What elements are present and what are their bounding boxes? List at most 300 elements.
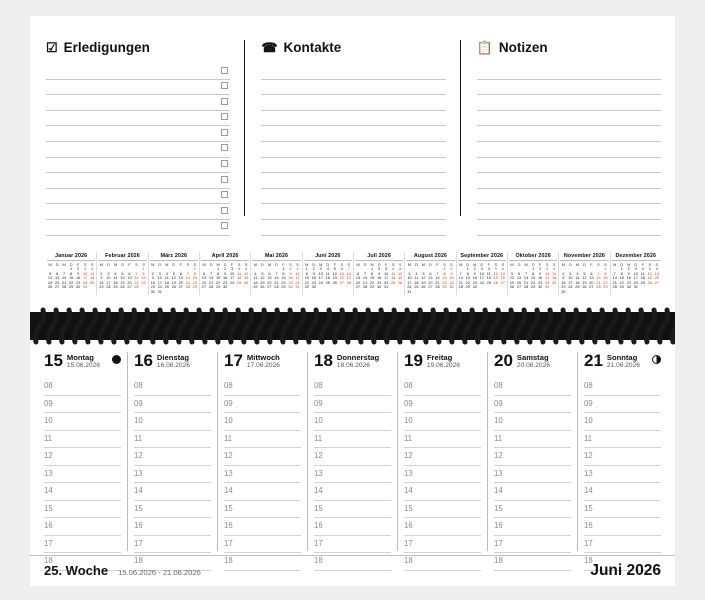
month-mini-day[interactable]: 14 — [612, 275, 617, 281]
month-mini-day[interactable]: 11 — [486, 270, 491, 276]
hour-slot[interactable]: 11 — [224, 431, 301, 449]
write-line[interactable] — [477, 126, 661, 142]
write-line[interactable] — [261, 126, 445, 142]
month-mini-day[interactable]: 20 — [654, 275, 659, 281]
month-mini-day[interactable]: 28 — [458, 284, 463, 290]
month-mini-day[interactable]: 31 — [544, 284, 550, 290]
month-mini-day[interactable]: 8 — [217, 270, 220, 276]
write-line[interactable] — [477, 64, 661, 80]
hour-slot[interactable]: 18 — [314, 553, 391, 571]
write-line[interactable] — [477, 95, 661, 111]
month-mini-day[interactable]: 14 — [208, 275, 214, 281]
hour-slot[interactable]: 16 — [404, 518, 481, 536]
month-mini-day[interactable]: 4 — [641, 266, 644, 271]
month-mini-day[interactable]: 13 — [516, 275, 522, 281]
write-line[interactable] — [477, 189, 661, 205]
month-mini-day[interactable] — [339, 285, 345, 290]
month-mini-day[interactable]: 4 — [553, 266, 556, 271]
month-mini-day[interactable]: 19 — [171, 279, 176, 285]
month-mini-day[interactable]: 20 — [589, 279, 594, 285]
month-mini-day[interactable]: 18 — [575, 279, 580, 285]
hour-slot[interactable]: 10 — [134, 413, 211, 431]
month-mini-day[interactable]: 4 — [576, 270, 579, 276]
month-mini-day[interactable] — [420, 290, 426, 295]
month-mini-day[interactable]: 12 — [120, 275, 125, 281]
month-mini-day[interactable]: 29 — [281, 284, 286, 290]
month-mini-day[interactable]: 11 — [325, 270, 330, 276]
month-mini-day[interactable]: 7 — [613, 270, 616, 276]
hour-slot[interactable]: 16 — [494, 518, 571, 536]
month-mini-day[interactable] — [229, 285, 235, 290]
month-mini-day[interactable]: 22 — [192, 279, 197, 285]
month-mini-day[interactable]: 28 — [134, 284, 139, 290]
month-mini-day[interactable]: 7 — [186, 270, 189, 276]
todo-checkbox[interactable] — [221, 113, 228, 120]
month-mini-day[interactable]: 28 — [435, 284, 440, 290]
month-mini-day[interactable] — [427, 290, 433, 295]
month-mini-day[interactable]: 29 — [304, 284, 309, 290]
month-mini-day[interactable]: 24 — [568, 284, 573, 290]
month-mini-day[interactable]: 31 — [383, 284, 389, 290]
hour-slot[interactable]: 10 — [494, 413, 571, 431]
month-mini-day[interactable]: 29 — [369, 284, 375, 290]
hour-slot[interactable]: 10 — [44, 413, 121, 431]
month-mini-day[interactable]: 27 — [201, 284, 207, 290]
write-line[interactable] — [261, 220, 445, 236]
month-mini-day[interactable]: 5 — [245, 266, 248, 271]
month-mini-day[interactable]: 11 — [391, 270, 396, 276]
hour-slot[interactable]: 18 — [44, 553, 121, 571]
month-mini-day[interactable]: 14 — [346, 270, 351, 276]
month-mini-day[interactable]: 9 — [627, 270, 630, 276]
month-mini-day[interactable]: 22 — [603, 279, 608, 285]
month-mini-day[interactable]: 3 — [408, 270, 411, 276]
hour-slot[interactable]: 11 — [134, 431, 211, 449]
month-mini-day[interactable] — [236, 285, 242, 290]
month-mini-day[interactable]: 17 — [544, 275, 550, 281]
month-mini-day[interactable]: 19 — [647, 275, 652, 281]
month-mini-day[interactable]: 10 — [295, 270, 300, 276]
todo-checkbox[interactable] — [221, 160, 228, 167]
month-mini-day[interactable]: 6 — [590, 270, 593, 276]
month-mini-day[interactable]: 22 — [281, 279, 286, 285]
hour-slot[interactable]: 14 — [224, 483, 301, 501]
month-mini-day[interactable]: 29 — [192, 284, 197, 290]
month-mini-day[interactable]: 22 — [68, 279, 74, 285]
write-line[interactable] — [261, 142, 445, 158]
month-mini-day[interactable]: 2 — [151, 270, 154, 276]
day-column[interactable] — [38, 351, 127, 565]
month-mini-day[interactable]: 14 — [61, 275, 67, 281]
month-mini-day[interactable]: 13 — [428, 275, 433, 281]
month-mini-day[interactable]: 5 — [121, 270, 124, 276]
month-mini-day[interactable]: 17 — [229, 275, 235, 281]
month-mini-day[interactable]: 26 — [47, 284, 53, 290]
month-mini-day[interactable]: 18 — [486, 275, 491, 281]
month-mini-day[interactable] — [413, 290, 419, 295]
month-mini-day[interactable]: 23 — [150, 284, 155, 290]
month-mini-day[interactable]: 14 — [435, 275, 440, 281]
day-column[interactable] — [487, 351, 577, 565]
month-mini-day[interactable] — [140, 285, 146, 290]
month-mini-day[interactable]: 8 — [466, 270, 469, 276]
write-line[interactable] — [477, 111, 661, 127]
month-mini-day[interactable]: 13 — [201, 275, 207, 281]
hour-slot[interactable]: 09 — [404, 396, 481, 414]
month-mini-day[interactable] — [390, 285, 396, 290]
month-mini-day[interactable] — [479, 285, 485, 290]
month-mini-day[interactable]: 29 — [530, 284, 536, 290]
hour-slot[interactable]: 09 — [224, 396, 301, 414]
month-mini-day[interactable] — [434, 290, 440, 295]
month-mini-day[interactable]: 13 — [127, 275, 132, 281]
hour-slot[interactable]: 17 — [314, 536, 391, 554]
month-mini-day[interactable]: 22 — [369, 279, 375, 285]
hour-slot[interactable]: 12 — [224, 448, 301, 466]
hour-slot[interactable]: 18 — [134, 553, 211, 571]
hour-slot[interactable]: 10 — [404, 413, 481, 431]
hour-slot[interactable]: 12 — [584, 448, 661, 466]
month-mini-day[interactable] — [602, 290, 608, 295]
month-mini-day[interactable]: 9 — [77, 270, 80, 276]
month-mini-day[interactable]: 7 — [363, 270, 367, 276]
month-mini-day[interactable]: 18 — [113, 279, 118, 285]
month-mini-day[interactable]: 25 — [551, 279, 557, 285]
write-line[interactable] — [46, 95, 230, 111]
month-mini-day[interactable] — [171, 290, 177, 295]
month-mini-day[interactable]: 30 — [472, 284, 477, 290]
month-mini-day[interactable]: 17 — [295, 275, 300, 281]
month-mini-day[interactable]: 28 — [362, 284, 368, 290]
month-mini-day[interactable]: 30 — [376, 284, 382, 290]
month-mini-day[interactable]: 4 — [415, 270, 418, 276]
month-mini-day[interactable]: 25 — [640, 279, 645, 285]
write-line[interactable] — [261, 64, 445, 80]
month-mini-day[interactable]: 12 — [397, 270, 403, 276]
month-mini-day[interactable]: 5 — [172, 270, 175, 276]
month-mini-day[interactable]: 14 — [523, 275, 529, 281]
write-line[interactable] — [46, 64, 230, 80]
hour-slot[interactable]: 17 — [404, 536, 481, 554]
month-mini-day[interactable]: 17 — [83, 275, 88, 281]
month-mini-day[interactable]: 11 — [575, 275, 580, 281]
month-mini-day[interactable]: 13 — [54, 275, 60, 281]
todo-checkbox[interactable] — [221, 82, 228, 89]
month-mini-day[interactable]: 8 — [70, 270, 73, 276]
month-mini-day[interactable]: 24 — [83, 279, 88, 285]
month-mini-day[interactable]: 1 — [443, 266, 446, 271]
hour-slot[interactable]: 09 — [44, 396, 121, 414]
hour-slot[interactable]: 13 — [494, 466, 571, 484]
month-mini-day[interactable]: 2 — [289, 266, 292, 271]
month-mini-day[interactable]: 31 — [633, 284, 638, 290]
month-mini-day[interactable]: 1 — [532, 266, 535, 271]
month-mini-day[interactable]: 26 — [244, 279, 249, 285]
month-mini-day[interactable]: 18 — [414, 279, 419, 285]
month-mini-day[interactable]: 7 — [275, 270, 278, 276]
month-mini-day[interactable]: 9 — [562, 275, 565, 281]
month-mini-day[interactable]: 21 — [523, 279, 529, 285]
write-line[interactable] — [477, 220, 661, 236]
month-mini-day[interactable]: 23 — [537, 279, 543, 285]
month-mini-day[interactable]: 26 — [260, 284, 265, 290]
month-mini-day[interactable]: 18 — [325, 275, 330, 281]
month-mini-day[interactable]: 4 — [254, 270, 257, 276]
hour-slot[interactable]: 09 — [494, 396, 571, 414]
hour-slot[interactable]: 13 — [134, 466, 211, 484]
month-mini-day[interactable] — [567, 290, 573, 295]
month-mini-day[interactable]: 30 — [537, 284, 543, 290]
month-mini-day[interactable]: 6 — [179, 270, 182, 276]
month-mini-day[interactable]: 19 — [509, 279, 515, 285]
hour-slot[interactable]: 16 — [44, 518, 121, 536]
hour-slot[interactable]: 17 — [134, 536, 211, 554]
month-mini-day[interactable]: 24 — [106, 284, 111, 290]
month-mini-day[interactable] — [318, 285, 324, 290]
month-mini-day[interactable]: 16 — [472, 275, 477, 281]
month-mini-day[interactable]: 6 — [501, 266, 504, 271]
month-mini-day[interactable]: 13 — [355, 275, 361, 281]
month-mini-day[interactable]: 13 — [178, 275, 183, 281]
month-mini-day[interactable]: 29 — [603, 284, 608, 290]
month-mini-day[interactable]: 24 — [633, 279, 638, 285]
hour-slot[interactable]: 10 — [584, 413, 661, 431]
hour-slot[interactable]: 11 — [314, 431, 391, 449]
month-mini-day[interactable]: 16 — [561, 279, 566, 285]
month-mini-day[interactable]: 21 — [61, 279, 67, 285]
todo-checkbox[interactable] — [221, 222, 228, 229]
hour-slot[interactable]: 11 — [584, 431, 661, 449]
hour-slot[interactable]: 08 — [584, 378, 661, 396]
month-mini-day[interactable]: 25 — [253, 284, 258, 290]
month-mini-day[interactable]: 10 — [544, 270, 550, 276]
month-mini-day[interactable]: 1 — [142, 266, 145, 271]
month-mini-day[interactable]: 22 — [141, 279, 146, 285]
hour-slot[interactable]: 12 — [44, 448, 121, 466]
hour-slot[interactable]: 17 — [494, 536, 571, 554]
month-mini-day[interactable]: 28 — [523, 284, 529, 290]
month-mini-day[interactable]: 27 — [500, 279, 505, 285]
month-mini-day[interactable] — [647, 285, 653, 290]
hour-slot[interactable]: 09 — [314, 396, 391, 414]
write-line[interactable] — [46, 126, 230, 142]
month-mini-day[interactable] — [397, 285, 403, 290]
month-mini-day[interactable]: 20 — [428, 279, 433, 285]
month-mini-day[interactable]: 1 — [371, 266, 374, 271]
month-mini-day[interactable]: 19 — [260, 279, 265, 285]
write-line[interactable] — [46, 111, 230, 127]
month-mini-day[interactable]: 2 — [450, 266, 453, 271]
month-mini-day[interactable]: 4 — [91, 266, 94, 271]
month-mini-day[interactable]: 3 — [158, 270, 161, 276]
month-mini-day[interactable]: 15 — [369, 275, 375, 281]
month-mini-day[interactable]: 5 — [494, 266, 497, 271]
month-mini-day[interactable]: 21 — [362, 279, 368, 285]
month-mini-day[interactable]: 18 — [164, 279, 169, 285]
month-mini-day[interactable]: 28 — [61, 284, 67, 290]
hour-slot[interactable]: 13 — [314, 466, 391, 484]
month-mini-day[interactable]: 17 — [407, 279, 412, 285]
month-mini-day[interactable]: 9 — [473, 270, 476, 276]
month-mini-day[interactable]: 26 — [421, 284, 426, 290]
month-mini-day[interactable]: 12 — [244, 270, 249, 276]
month-mini-day[interactable]: 24 — [318, 279, 323, 285]
month-mini-day[interactable]: 17 — [479, 275, 484, 281]
month-mini-day[interactable]: 22 — [442, 279, 447, 285]
month-mini-day[interactable]: 2 — [77, 266, 80, 271]
month-mini-day[interactable]: 5 — [333, 266, 336, 271]
month-mini-day[interactable]: 5 — [510, 270, 514, 276]
month-mini-day[interactable]: 12 — [47, 275, 53, 281]
month-mini-day[interactable]: 15 — [281, 275, 286, 281]
month-mini-day[interactable]: 5 — [422, 270, 425, 276]
month-mini-day[interactable]: 16 — [288, 275, 293, 281]
month-mini-day[interactable]: 20 — [339, 275, 344, 281]
day-column[interactable] — [217, 351, 307, 565]
month-mini-day[interactable]: 30 — [288, 284, 293, 290]
month-mini-day[interactable]: 22 — [619, 279, 624, 285]
hour-slot[interactable]: 15 — [44, 501, 121, 519]
month-mini-day[interactable] — [89, 285, 95, 290]
month-mini-day[interactable]: 19 — [244, 275, 249, 281]
month-mini-day[interactable]: 6 — [655, 266, 658, 271]
month-mini-day[interactable]: 29 — [619, 284, 624, 290]
month-mini-day[interactable]: 24 — [229, 279, 235, 285]
month-mini-day[interactable]: 6 — [268, 270, 271, 276]
month-mini-day[interactable]: 15 — [619, 275, 624, 281]
hour-slot[interactable]: 08 — [44, 378, 121, 396]
month-mini-day[interactable]: 27 — [516, 284, 522, 290]
month-mini-day[interactable]: 31 — [407, 288, 412, 294]
month-mini-day[interactable]: 24 — [295, 279, 300, 285]
hour-slot[interactable]: 18 — [404, 553, 481, 571]
month-mini-day[interactable]: 14 — [596, 275, 601, 281]
hour-slot[interactable]: 17 — [224, 536, 301, 554]
month-mini-day[interactable]: 17 — [318, 275, 323, 281]
write-line[interactable] — [261, 189, 445, 205]
hour-slot[interactable]: 14 — [134, 483, 211, 501]
month-mini-day[interactable]: 3 — [84, 266, 87, 271]
month-mini-day[interactable]: 18 — [640, 275, 645, 281]
todo-checkbox[interactable] — [221, 176, 228, 183]
month-mini-day[interactable]: 26 — [171, 284, 176, 290]
write-line[interactable] — [477, 173, 661, 189]
month-mini-day[interactable]: 4 — [238, 266, 241, 271]
hour-slot[interactable]: 13 — [584, 466, 661, 484]
month-mini-day[interactable]: 3 — [296, 266, 299, 271]
month-mini-day[interactable]: 26 — [397, 279, 403, 285]
month-mini-day[interactable]: 30 — [222, 284, 228, 290]
month-mini-day[interactable]: 11 — [164, 275, 169, 281]
month-mini-day[interactable] — [178, 290, 184, 295]
hour-slot[interactable]: 16 — [584, 518, 661, 536]
month-mini-day[interactable]: 19 — [421, 279, 426, 285]
month-mini-day[interactable]: 29 — [215, 284, 221, 290]
write-line[interactable] — [46, 173, 230, 189]
month-mini-day[interactable]: 12 — [509, 275, 515, 281]
month-mini-day[interactable] — [346, 285, 352, 290]
month-mini-day[interactable]: 7 — [459, 270, 462, 276]
month-mini-day[interactable]: 9 — [450, 270, 453, 276]
month-mini-day[interactable] — [588, 290, 594, 295]
month-mini-day[interactable]: 12 — [421, 275, 426, 281]
month-mini-day[interactable]: 2 — [224, 266, 227, 271]
month-mini-day[interactable]: 28 — [208, 284, 214, 290]
month-mini-day[interactable]: 25 — [486, 279, 491, 285]
month-mini-day[interactable]: 23 — [311, 279, 316, 285]
month-mini-day[interactable]: 3 — [634, 266, 637, 271]
month-mini-day[interactable] — [640, 285, 646, 290]
month-mini-day[interactable]: 10 — [407, 275, 412, 281]
month-mini-day[interactable]: 8 — [282, 270, 285, 276]
hour-slot[interactable]: 11 — [44, 431, 121, 449]
month-mini-day[interactable]: 10 — [479, 270, 484, 276]
month-mini-day[interactable]: 15 — [68, 275, 74, 281]
month-mini-day[interactable]: 12 — [647, 270, 652, 276]
month-mini-day[interactable]: 2 — [100, 270, 103, 276]
month-mini-day[interactable]: 16 — [222, 275, 228, 281]
month-mini-day[interactable]: 30 — [449, 284, 454, 290]
hour-slot[interactable]: 11 — [404, 431, 481, 449]
month-mini-day[interactable]: 11 — [113, 275, 118, 281]
month-mini-day[interactable]: 21 — [208, 279, 214, 285]
month-mini-day[interactable]: 1 — [604, 266, 607, 271]
month-mini-day[interactable]: 10 — [106, 275, 111, 281]
month-mini-day[interactable]: 28 — [612, 284, 617, 290]
month-mini-day[interactable]: 12 — [260, 275, 265, 281]
month-mini-day[interactable]: 29 — [442, 284, 447, 290]
month-mini-day[interactable]: 18 — [390, 275, 396, 281]
month-mini-day[interactable]: 3 — [569, 270, 572, 276]
month-mini-day[interactable]: 17 — [383, 275, 389, 281]
month-mini-day[interactable]: 15 — [465, 275, 470, 281]
month-mini-day[interactable]: 31 — [83, 284, 88, 290]
month-mini-day[interactable]: 27 — [178, 284, 183, 290]
day-column[interactable] — [577, 351, 667, 565]
month-mini-day[interactable]: 23 — [472, 279, 477, 285]
month-mini-day[interactable]: 10 — [568, 275, 573, 281]
month-mini-day[interactable]: 6 — [56, 270, 59, 276]
month-mini-day[interactable]: 1 — [70, 266, 73, 271]
hour-slot[interactable]: 16 — [224, 518, 301, 536]
hour-slot[interactable]: 09 — [134, 396, 211, 414]
month-mini-day[interactable]: 27 — [339, 279, 344, 285]
month-mini-day[interactable]: 21 — [185, 279, 190, 285]
month-mini-day[interactable]: 8 — [142, 270, 145, 276]
hour-slot[interactable]: 08 — [314, 378, 391, 396]
month-mini-day[interactable] — [654, 285, 660, 290]
write-line[interactable] — [46, 204, 230, 220]
month-mini-day[interactable]: 21 — [596, 279, 601, 285]
month-mini-day[interactable]: 6 — [202, 270, 206, 276]
month-mini-day[interactable]: 19 — [120, 279, 125, 285]
month-mini-day[interactable]: 24 — [544, 279, 550, 285]
month-mini-day[interactable]: 9 — [224, 270, 227, 276]
month-mini-day[interactable]: 5 — [261, 270, 264, 276]
month-mini-day[interactable]: 28 — [274, 284, 279, 290]
month-mini-day[interactable] — [164, 290, 170, 295]
month-mini-day[interactable]: 12 — [493, 270, 498, 276]
month-mini-day[interactable]: 3 — [546, 266, 549, 271]
hour-slot[interactable]: 15 — [134, 501, 211, 519]
month-mini-day[interactable]: 25 — [575, 284, 580, 290]
todo-checkbox[interactable] — [221, 144, 228, 151]
month-mini-day[interactable]: 2 — [378, 266, 381, 271]
month-mini-day[interactable] — [332, 285, 338, 290]
hour-slot[interactable]: 14 — [44, 483, 121, 501]
hour-slot[interactable]: 14 — [404, 483, 481, 501]
month-mini-day[interactable]: 17 — [106, 279, 111, 285]
